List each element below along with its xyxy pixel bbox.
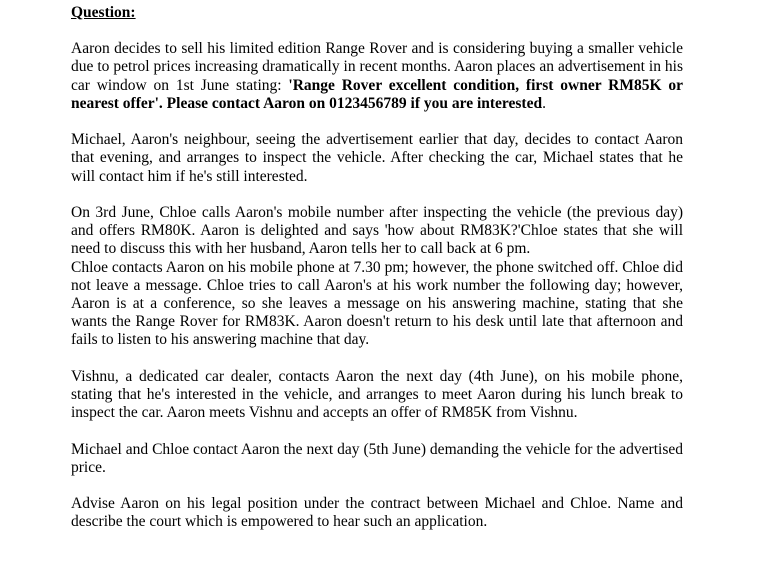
paragraph-advertisement-end: . <box>542 94 546 112</box>
paragraph-vishnu: Vishnu, a dedicated car dealer, contacts Aaron the next day (4th June), on his mobile phone, stating that he's interested in the vehicle, and arranges to meet Aaron during his lunch break to inspect the car. Aaron meets Vishnu and accepts an offer of RM85K from Vishnu. <box>71 367 683 422</box>
paragraph-advertisement <box>71 40 683 113</box>
paragraph-advice-task: Advise Aaron on his legal position under the contract between Michael and Chloe. Name and describe the court which is empowered to hear such an application. <box>71 495 683 531</box>
question-heading: Question: <box>71 4 136 21</box>
advertisement-quote: 'Range Rover excellent condition, first owner RM85K or nearest offer'. Please contact Aaron on 0123456789 if you are interested <box>71 76 683 112</box>
paragraph-chloe-calls: Chloe contacts Aaron on his mobile phone at 7.30 pm; however, the phone switched off. Chloe did not leave a message. Chloe tries to call Aaron's at his work number the following day; however, Aaron is at a conference, so she leaves a message on his answering machine, stating that she wants the Range Rover for RM83K. Aaron doesn't return to his desk until late that afternoon and fails to listen to his answering machine that day. <box>71 258 683 349</box>
question-document <box>71 4 683 550</box>
paragraph-chloe-offer: On 3rd June, Chloe calls Aaron's mobile number after inspecting the vehicle (the previous day) and offers RM80K. Aaron is delighted and says 'how about RM83K?'Chloe states that she will need to discuss this with her husband, Aaron tells her to call back at 6 pm. <box>71 204 683 258</box>
paragraph-michael: Michael, Aaron's neighbour, seeing the advertisement earlier that day, decides to contact Aaron that evening, and arranges to inspect the vehicle. After checking the car, Michael states that he will contact him if he's still interested. <box>71 131 683 185</box>
paragraph-advertisement-intro: Aaron decides to sell his limited edition Range Rover and is considering buying a smaller vehicle due to petrol prices increasing dramatically in recent months. Aaron places an advertisement in his car window on 1st June stating: <box>71 40 683 94</box>
paragraph-demand: Michael and Chloe contact Aaron the next day (5th June) demanding the vehicle for the advertised price. <box>71 440 683 476</box>
